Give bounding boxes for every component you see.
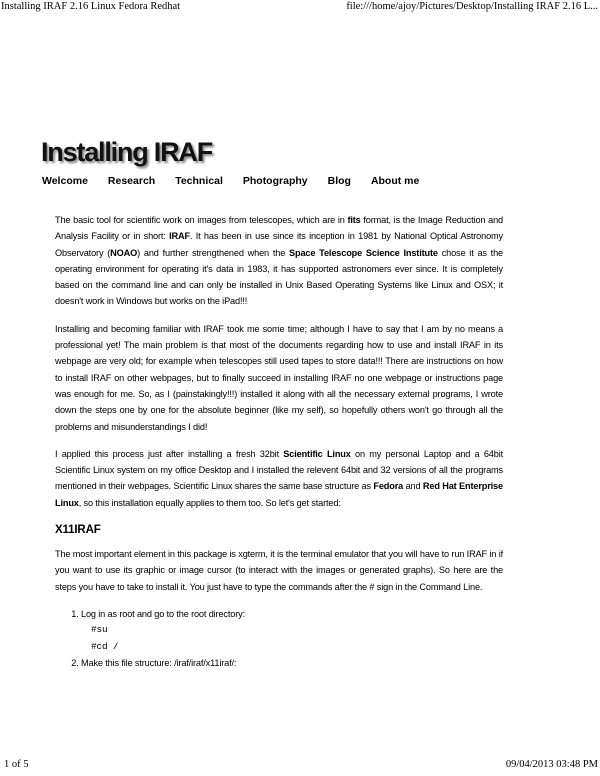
nav-item-about-me[interactable]: About me bbox=[370, 175, 420, 187]
nav-item-technical[interactable]: Technical bbox=[175, 175, 223, 187]
print-header bbox=[0, 0, 600, 14]
step-item: 1. Log in as root and go to the root directory: #su #cd / bbox=[81, 606, 503, 655]
fedora-term: Fedora bbox=[373, 481, 404, 492]
background-paragraph: Installing and becoming familiar with IRAF took me some time; although I have to say that I am by no means a professional yet! The main problem is that most of the documents regarding how to use and install IRAF in its webpage are very old; for example when telescopes still used tapes to store data!!! There are instructions on how to install IRAF on other webpages, but to finally succeed in installing IRAF no one webpage or instructions page was enough for me. So, as I (painstakingly!!!) installed it along with all the necessary external programs, I wrote down the steps one by one for the absolute beginner (like my self), so hopefully others won't go through all the problems and misunderstandings I did! bbox=[55, 323, 503, 432]
print-header-title: Installing IRAF 2.16 Linux Fedora Redhat bbox=[1, 1, 181, 12]
command-line: #su bbox=[91, 624, 108, 636]
print-timestamp: 09/04/2013 03:48 PM bbox=[505, 759, 598, 770]
install-steps bbox=[55, 606, 503, 671]
section-heading: X11IRAF bbox=[55, 524, 101, 537]
step-item: 2. Make this file structure: /iraf/iraf/x11iraf/: bbox=[81, 655, 503, 671]
page-count: 1 of 5 bbox=[4, 759, 29, 770]
intro-paragraph: The basic tool for scientific work on images from telescopes, which are in fits format, is the Image Reduction and Analysis Facility or in short: IRAF. It has been in use since its inception in 1981 by National Optical Astronomy Observatory (NOAO) and further strengthened when the Space Telescope Science Institute chose it as the operating environment for operating it's data in 1983, it has supported astronomers ever since. It is completely based on the command line and can only be installed in Unix Based Operating Systems like Linux and OSX; it doesn't work in Windows but works on the iPad!!! bbox=[55, 215, 504, 307]
nav-item-photography[interactable]: Photography bbox=[242, 175, 308, 187]
fits-term: fits bbox=[347, 215, 361, 225]
print-footer bbox=[0, 758, 600, 772]
nav-item-research[interactable]: Research bbox=[107, 175, 156, 187]
stsci-term: Space Telescope Science Institute bbox=[289, 247, 438, 258]
xgterm-paragraph: The most important element in this package is xgterm, it is the terminal emulator that you will have to run IRAF in if you want to use its graphic or image cursor (to interact with the images or generated graphs). So here are the steps you have to take to install it. You just have to type the commands after the # sign in the Command Line. bbox=[55, 549, 503, 592]
article-body bbox=[55, 212, 503, 671]
main-nav bbox=[42, 175, 419, 187]
nav-item-welcome[interactable]: Welcome bbox=[42, 175, 88, 187]
nav-item-blog[interactable]: Blog bbox=[327, 175, 351, 187]
iraf-term: IRAF bbox=[169, 231, 190, 242]
scientific-linux-term: Scientific Linux bbox=[283, 448, 351, 459]
system-paragraph: I applied this process just after installing a fresh 32bit Scientific Linux on my personal Laptop and a 64bit Scientific Linux system on my office Desktop and I installed the relevent 64bit and 32 versions of all the programs mentioned in their webpages. Scientific Linux shares the same base structure as Fedora and Red Hat Enterprise Linux, so this installation equally applies to them too. So let's get started: bbox=[55, 448, 503, 508]
noao-term: NOAO bbox=[110, 247, 138, 258]
command-line: #cd / bbox=[91, 640, 119, 652]
rhel-term: Red Hat Enterprise Linux bbox=[55, 481, 503, 508]
print-header-url: file:///home/ajoy/Pictures/Desktop/Installing IRAF 2.16 L... bbox=[346, 1, 598, 12]
site-title: Installing IRAF bbox=[41, 137, 213, 167]
